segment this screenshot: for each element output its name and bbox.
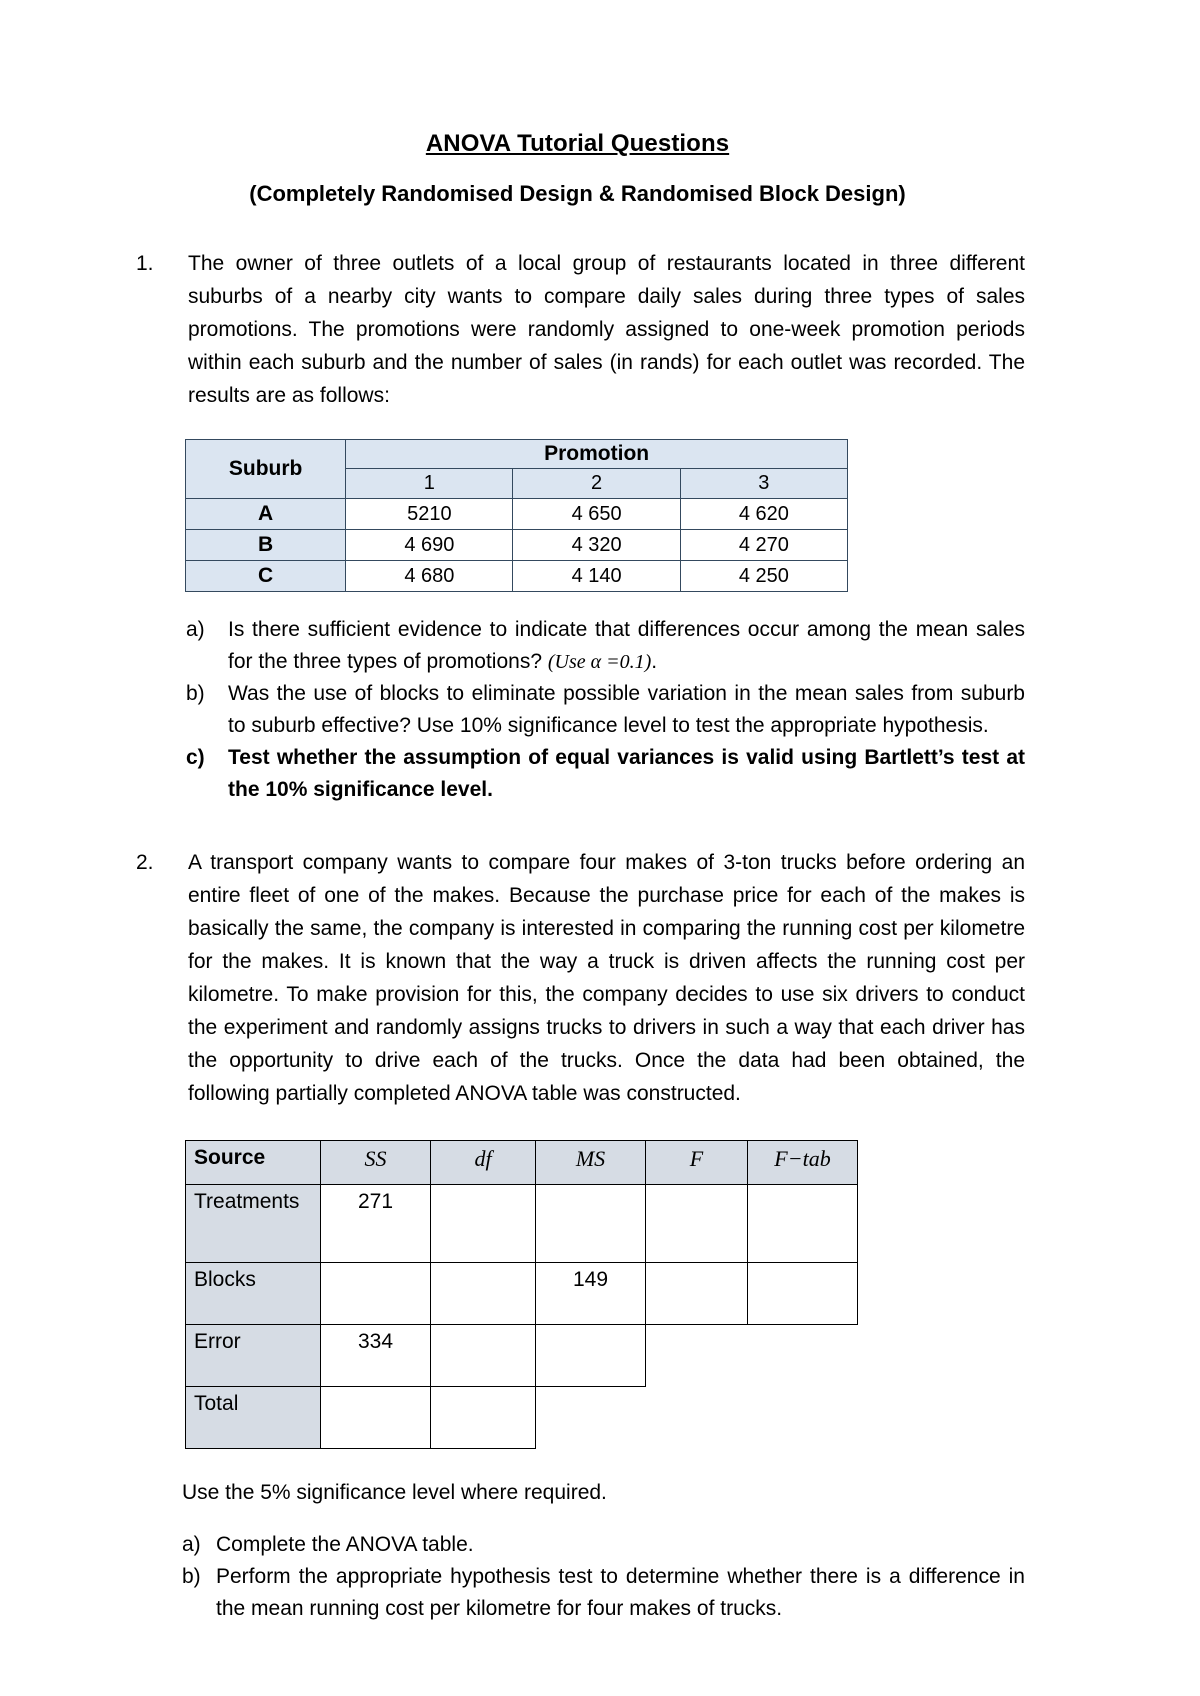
anova-total-ss	[321, 1387, 431, 1449]
part-c-label: c)	[186, 746, 205, 769]
row-label-b: B	[186, 530, 346, 561]
anova-error-df	[431, 1325, 536, 1387]
anova-source-error: Error	[186, 1325, 321, 1387]
anova-source-total: Total	[186, 1387, 321, 1449]
question-1-text: The owner of three outlets of a local group of restaurants located in three different suburbs of a nearby city wants to compare daily sales during three types of sales promotions. The promotions were randomly assigned to one-week promotion periods within each suburb and the number of sales (in rands) for each outlet was recorded. The results are as follows:	[188, 252, 1025, 407]
promotion-table	[185, 439, 848, 592]
anova-blocks-df	[431, 1263, 536, 1325]
anova-header-ss: SS	[321, 1141, 431, 1185]
q2-part-a-text: Complete the ANOVA table.	[216, 1533, 474, 1556]
anova-blocks-ss	[321, 1263, 431, 1325]
anova-total-ftab	[748, 1387, 858, 1449]
anova-header-ms: MS	[536, 1141, 646, 1185]
anova-treatments-ms	[536, 1185, 646, 1263]
anova-blocks-ftab	[748, 1263, 858, 1325]
anova-error-ms	[536, 1325, 646, 1387]
anova-total-ms	[536, 1387, 646, 1449]
significance-note: Use the 5% significance level where required.	[182, 1481, 607, 1504]
question-2-part-a	[182, 1529, 1025, 1561]
anova-total-df	[431, 1387, 536, 1449]
anova-header-row	[186, 1141, 858, 1185]
table-row	[186, 1185, 858, 1263]
row-label-a: A	[186, 499, 346, 530]
table-row	[186, 1325, 858, 1387]
part-a-label: a)	[186, 618, 205, 641]
anova-header-ftab: F−tab	[748, 1141, 858, 1185]
cell-b-1: 4 690	[346, 530, 513, 561]
part-b-text: Was the use of blocks to eliminate possible variation in the mean sales from suburb to suburb effective? Use 10% significance level to test the appropriate hypothesis.	[228, 682, 1025, 737]
question-2-parts	[182, 1529, 1025, 1625]
part-c-text: Test whether the assumption of equal variances is valid using Bartlett’s test at the 10% significance level.	[228, 746, 1025, 801]
anova-source-blocks: Blocks	[186, 1263, 321, 1325]
q2-part-a-label: a)	[182, 1533, 201, 1556]
anova-error-ftab	[748, 1325, 858, 1387]
question-2	[130, 846, 1025, 1110]
question-2-text: A transport company wants to compare four makes of 3-ton trucks before ordering an entire fleet of one of the makes. Because the purchase price for each of the makes is basically the same, the company is interested in comparing the running cost per kilometre for the makes. It is known that the way a truck is driven affects the running cost per kilometre. To make provision for this, the company decides to use six drivers to conduct the experiment and randomly assigns trucks to drivers in such a way that each driver has the opportunity to drive each of the trucks. Once the data had been obtained, the following partially completed ANOVA table was constructed.	[188, 851, 1025, 1105]
anova-treatments-ftab	[748, 1185, 858, 1263]
part-a-tail: .	[651, 650, 658, 673]
header-promotion-3: 3	[680, 469, 847, 499]
anova-treatments-f	[646, 1185, 748, 1263]
header-promotion-2: 2	[513, 469, 680, 499]
page-title-text: ANOVA Tutorial Questions	[425, 130, 730, 157]
question-1-number: 1.	[136, 252, 154, 275]
question-1-body	[188, 247, 1025, 412]
anova-blocks-f	[646, 1263, 748, 1325]
question-1-parts	[186, 614, 1025, 806]
q2-part-b-text: Perform the appropriate hypothesis test to determine whether there is a difference in the mean running cost per kilometre for four makes of trucks.	[216, 1565, 1025, 1620]
table-row	[186, 1387, 858, 1449]
table-row	[186, 499, 848, 530]
question-1-part-c	[186, 742, 1025, 806]
promotion-table-wrapper	[185, 439, 1025, 592]
question-1	[130, 247, 1025, 412]
table-row	[186, 530, 848, 561]
anova-table	[185, 1140, 858, 1449]
anova-treatments-ss: 271	[321, 1185, 431, 1263]
table-header-row	[186, 440, 848, 469]
part-a-main: Is there sufficient evidence to indicate that differences occur among the mean sales for the three types of promotions?	[228, 618, 1025, 673]
cell-b-2: 4 320	[513, 530, 680, 561]
question-2-number: 2.	[136, 851, 154, 874]
cell-b-3: 4 270	[680, 530, 847, 561]
table-row	[186, 1263, 858, 1325]
anova-total-f	[646, 1387, 748, 1449]
part-b-label: b)	[186, 682, 205, 705]
q2-part-b-label: b)	[182, 1565, 201, 1588]
question-1-part-b	[186, 678, 1025, 742]
anova-header-source: Source	[186, 1141, 321, 1185]
part-a-alpha: (Use α =0.1)	[547, 651, 652, 673]
anova-blocks-ms: 149	[536, 1263, 646, 1325]
cell-c-2: 4 140	[513, 561, 680, 592]
question-2-body	[188, 846, 1025, 1110]
page-subtitle: (Completely Randomised Design & Randomised Block Design)	[249, 181, 906, 206]
anova-treatments-df	[431, 1185, 536, 1263]
anova-table-wrapper	[185, 1140, 1025, 1449]
cell-a-2: 4 650	[513, 499, 680, 530]
question-1-part-a	[186, 614, 1025, 678]
anova-error-f	[646, 1325, 748, 1387]
cell-c-1: 4 680	[346, 561, 513, 592]
anova-error-ss: 334	[321, 1325, 431, 1387]
header-promotion-1: 1	[346, 469, 513, 499]
table-row	[186, 561, 848, 592]
part-a-text	[228, 614, 1025, 678]
cell-a-3: 4 620	[680, 499, 847, 530]
header-suburb: Suburb	[186, 440, 346, 499]
anova-source-treatments: Treatments	[186, 1185, 321, 1263]
row-label-c: C	[186, 561, 346, 592]
cell-c-3: 4 250	[680, 561, 847, 592]
anova-header-f: F	[646, 1141, 748, 1185]
anova-header-df: df	[431, 1141, 536, 1185]
question-2-part-b	[182, 1561, 1025, 1625]
page-title	[130, 130, 1025, 158]
header-promotion: Promotion	[346, 440, 848, 469]
cell-a-1: 5210	[346, 499, 513, 530]
